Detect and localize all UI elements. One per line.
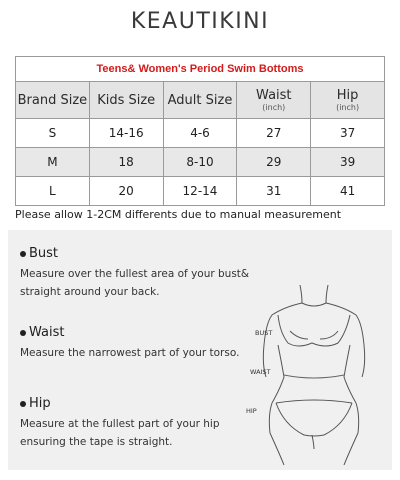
- figure-label-hip: HIP: [246, 407, 257, 415]
- cell-hip: 41: [311, 177, 385, 206]
- cell-kids-size: 14-16: [89, 119, 163, 148]
- waist-title: Waist: [29, 325, 65, 340]
- hip-section: [20, 396, 270, 451]
- cell-waist: 31: [237, 177, 311, 206]
- brand-logo: KEAUTIKINI: [130, 9, 270, 34]
- table-row: [16, 177, 385, 206]
- waist-instruction-line1: Measure the narrowest part of your torso.: [20, 347, 240, 359]
- measurement-note: Please allow 1-2CM differents due to manual measurement: [15, 208, 342, 221]
- table-row: [16, 119, 385, 148]
- bust-title: Bust: [29, 246, 59, 261]
- table-title: Teens& Women's Period Swim Bottoms: [16, 57, 385, 82]
- cell-brand-size: M: [16, 148, 90, 177]
- bullet-icon: [20, 330, 26, 336]
- cell-brand-size: L: [16, 177, 90, 206]
- header-waist: Waist (inch): [237, 82, 311, 119]
- cell-waist: 29: [237, 148, 311, 177]
- header-brand-size: Brand Size: [16, 82, 90, 119]
- cell-kids-size: 20: [89, 177, 163, 206]
- header-adult-size: Adult Size: [163, 82, 237, 119]
- table-row: [16, 148, 385, 177]
- cell-kids-size: 18: [89, 148, 163, 177]
- cell-hip: 37: [311, 119, 385, 148]
- cell-adult-size: 12-14: [163, 177, 237, 206]
- header-hip: Hip (inch): [311, 82, 385, 119]
- bullet-icon: [20, 251, 26, 257]
- figure-label-waist: WAIST: [250, 368, 271, 376]
- waist-section: [20, 325, 273, 362]
- size-chart-table: [15, 56, 385, 206]
- table-header-row: [16, 82, 385, 119]
- bust-instruction-line2: straight around your back.: [20, 286, 160, 298]
- cell-waist: 27: [237, 119, 311, 148]
- cell-hip: 39: [311, 148, 385, 177]
- cell-adult-size: 4-6: [163, 119, 237, 148]
- hip-instruction-line2: ensuring the tape is straight.: [20, 436, 173, 448]
- cell-adult-size: 8-10: [163, 148, 237, 177]
- cell-brand-size: S: [16, 119, 90, 148]
- bust-section: [20, 246, 270, 301]
- hip-instruction-line1: Measure at the fullest part of your hip: [20, 418, 220, 430]
- body-measurement-figure-icon: [240, 285, 385, 465]
- figure-label-bust: BUST: [255, 329, 273, 337]
- bullet-icon: [20, 401, 26, 407]
- bust-instruction-line1: Measure over the fullest area of your bust&: [20, 268, 250, 280]
- header-kids-size: Kids Size: [89, 82, 163, 119]
- hip-title: Hip: [29, 396, 51, 411]
